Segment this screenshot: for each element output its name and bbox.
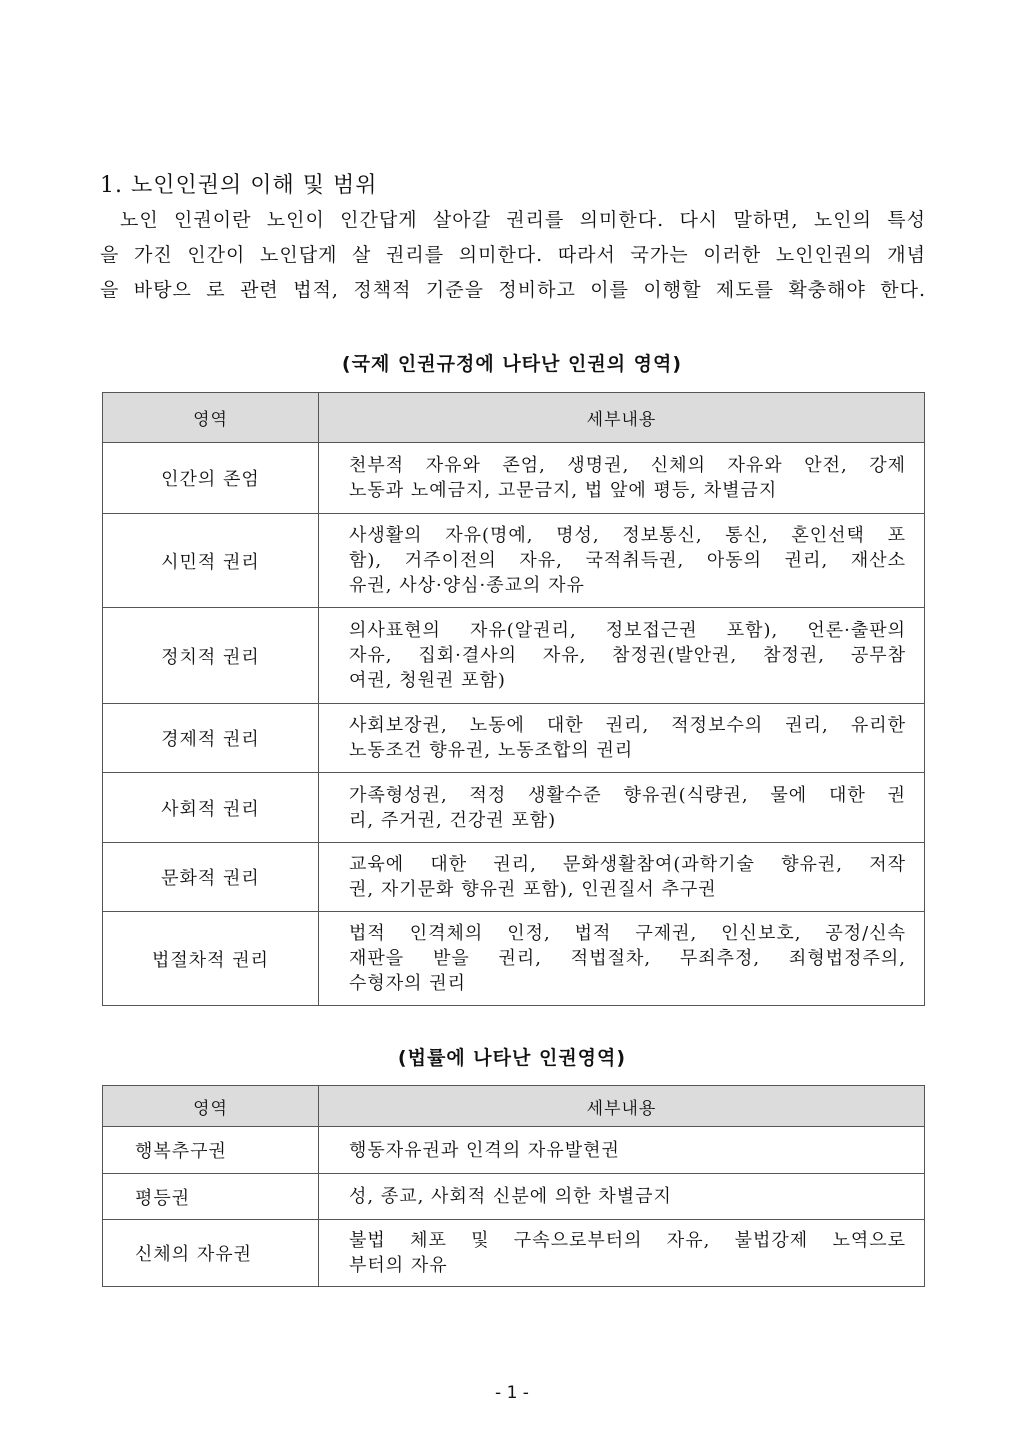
table1-caption: (국제 인권규정에 나타난 인권의 영역) — [341, 353, 683, 375]
detail-line: 함), 거주이전의 자유, 국적취득권, 아동의 권리, 재산소 — [349, 550, 906, 571]
row-area: 시민적 권리 — [103, 514, 319, 608]
detail-line: 노동과 노예금지, 고문금지, 법 앞에 평등, 차별금지 — [349, 480, 778, 501]
paragraph-line: 을 가진 인간이 노인답게 살 권리를 의미한다. 따라서 국가는 이러한 노인인권의 개념 — [100, 244, 926, 266]
header-area: 영역 — [103, 393, 319, 443]
row-area: 신체의 자유권 — [103, 1220, 319, 1287]
detail-line: 가족형성권, 적정 생활수준 향유권(식량권, 물에 대한 권 — [349, 784, 906, 806]
international-rights-table — [102, 392, 925, 1006]
table-header-row — [103, 393, 925, 443]
detail-line: 유권, 사상·양심·종교의 자유 — [349, 575, 585, 596]
row-area: 평등권 — [103, 1174, 319, 1220]
table-row — [103, 912, 925, 1006]
detail-line: 천부적 자유와 존엄, 생명권, 신체의 자유와 안전, 강제 — [349, 455, 906, 476]
table-row — [103, 608, 925, 704]
table-row — [103, 1127, 925, 1174]
detail-line: 자유, 집회·결사의 자유, 참정권(발안권, 참정권, 공무참 — [349, 645, 906, 666]
page-number: - 1 - — [495, 1383, 529, 1403]
table-row — [103, 443, 925, 514]
detail-line: 의사표현의 자유(알권리, 정보접근권 포함), 언론·출판의 — [349, 620, 906, 641]
paragraph-line: 을 바탕으 로 관련 법적, 정책적 기준을 정비하고 이를 이행할 제도를 확충해야 한다. — [100, 279, 926, 301]
row-detail — [319, 608, 925, 704]
detail-line: 권, 자기문화 향유권 포함), 인권질서 추구권 — [349, 879, 717, 900]
detail-line: 사생활의 자유(명예, 명성, 정보통신, 통신, 혼인선택 포 — [349, 525, 906, 546]
detail-line: 여권, 청원권 포함) — [349, 670, 506, 691]
paragraph-line: 노인 인권이란 노인이 인간답게 살아갈 권리를 의미한다. 다시 말하면, 노인의 특성 — [120, 209, 926, 231]
table-row — [103, 843, 925, 912]
detail-line: 리, 주거권, 건강권 포함) — [349, 809, 557, 831]
table-row — [103, 1220, 925, 1287]
section-heading: 1. 노인인권의 이해 및 범위 — [100, 173, 378, 198]
row-area: 법절차적 권리 — [103, 912, 319, 1006]
row-area: 인간의 존엄 — [103, 443, 319, 514]
row-detail — [319, 912, 925, 1006]
table-row — [103, 704, 925, 773]
detail-line: 노동조건 향유권, 노동조합의 권리 — [349, 740, 634, 761]
detail-line: 교육에 대한 권리, 문화생활참여(과학기술 향유권, 저작 — [349, 854, 906, 875]
header-detail: 세부내용 — [319, 1086, 925, 1127]
table-row — [103, 514, 925, 608]
intro-paragraph — [100, 203, 926, 308]
table-row — [103, 1174, 925, 1220]
detail-line: 재판을 받을 권리, 적법절차, 무죄추정, 죄형법정주의, — [349, 948, 906, 969]
table-header-row — [103, 1086, 925, 1127]
detail-line: 수형자의 권리 — [349, 973, 467, 994]
table-row — [103, 773, 925, 843]
legal-rights-table — [102, 1085, 925, 1287]
detail-line: 불법 체포 및 구속으로부터의 자유, 불법강제 노역으로 — [349, 1230, 906, 1251]
row-detail — [319, 1174, 925, 1220]
header-detail: 세부내용 — [319, 393, 925, 443]
table2-caption: (법률에 나타난 인권영역) — [397, 1047, 627, 1069]
row-detail — [319, 443, 925, 514]
row-detail — [319, 773, 925, 843]
detail-line: 행동자유권과 인격의 자유발현권 — [349, 1139, 620, 1161]
detail-line: 부터의 자유 — [349, 1255, 448, 1276]
row-detail — [319, 1220, 925, 1287]
detail-line: 법적 인격체의 인정, 법적 구제권, 인신보호, 공정/신속 — [349, 923, 906, 944]
detail-line: 사회보장권, 노동에 대한 권리, 적정보수의 권리, 유리한 — [349, 715, 906, 736]
detail-line: 성, 종교, 사회적 신분에 의한 차별금지 — [349, 1186, 672, 1207]
row-area: 경제적 권리 — [103, 704, 319, 773]
row-detail — [319, 843, 925, 912]
row-area: 문화적 권리 — [103, 843, 319, 912]
row-detail — [319, 704, 925, 773]
row-detail — [319, 1127, 925, 1174]
header-area: 영역 — [103, 1086, 319, 1127]
row-area: 정치적 권리 — [103, 608, 319, 704]
row-detail — [319, 514, 925, 608]
row-area: 사회적 권리 — [103, 773, 319, 843]
row-area: 행복추구권 — [103, 1127, 319, 1174]
